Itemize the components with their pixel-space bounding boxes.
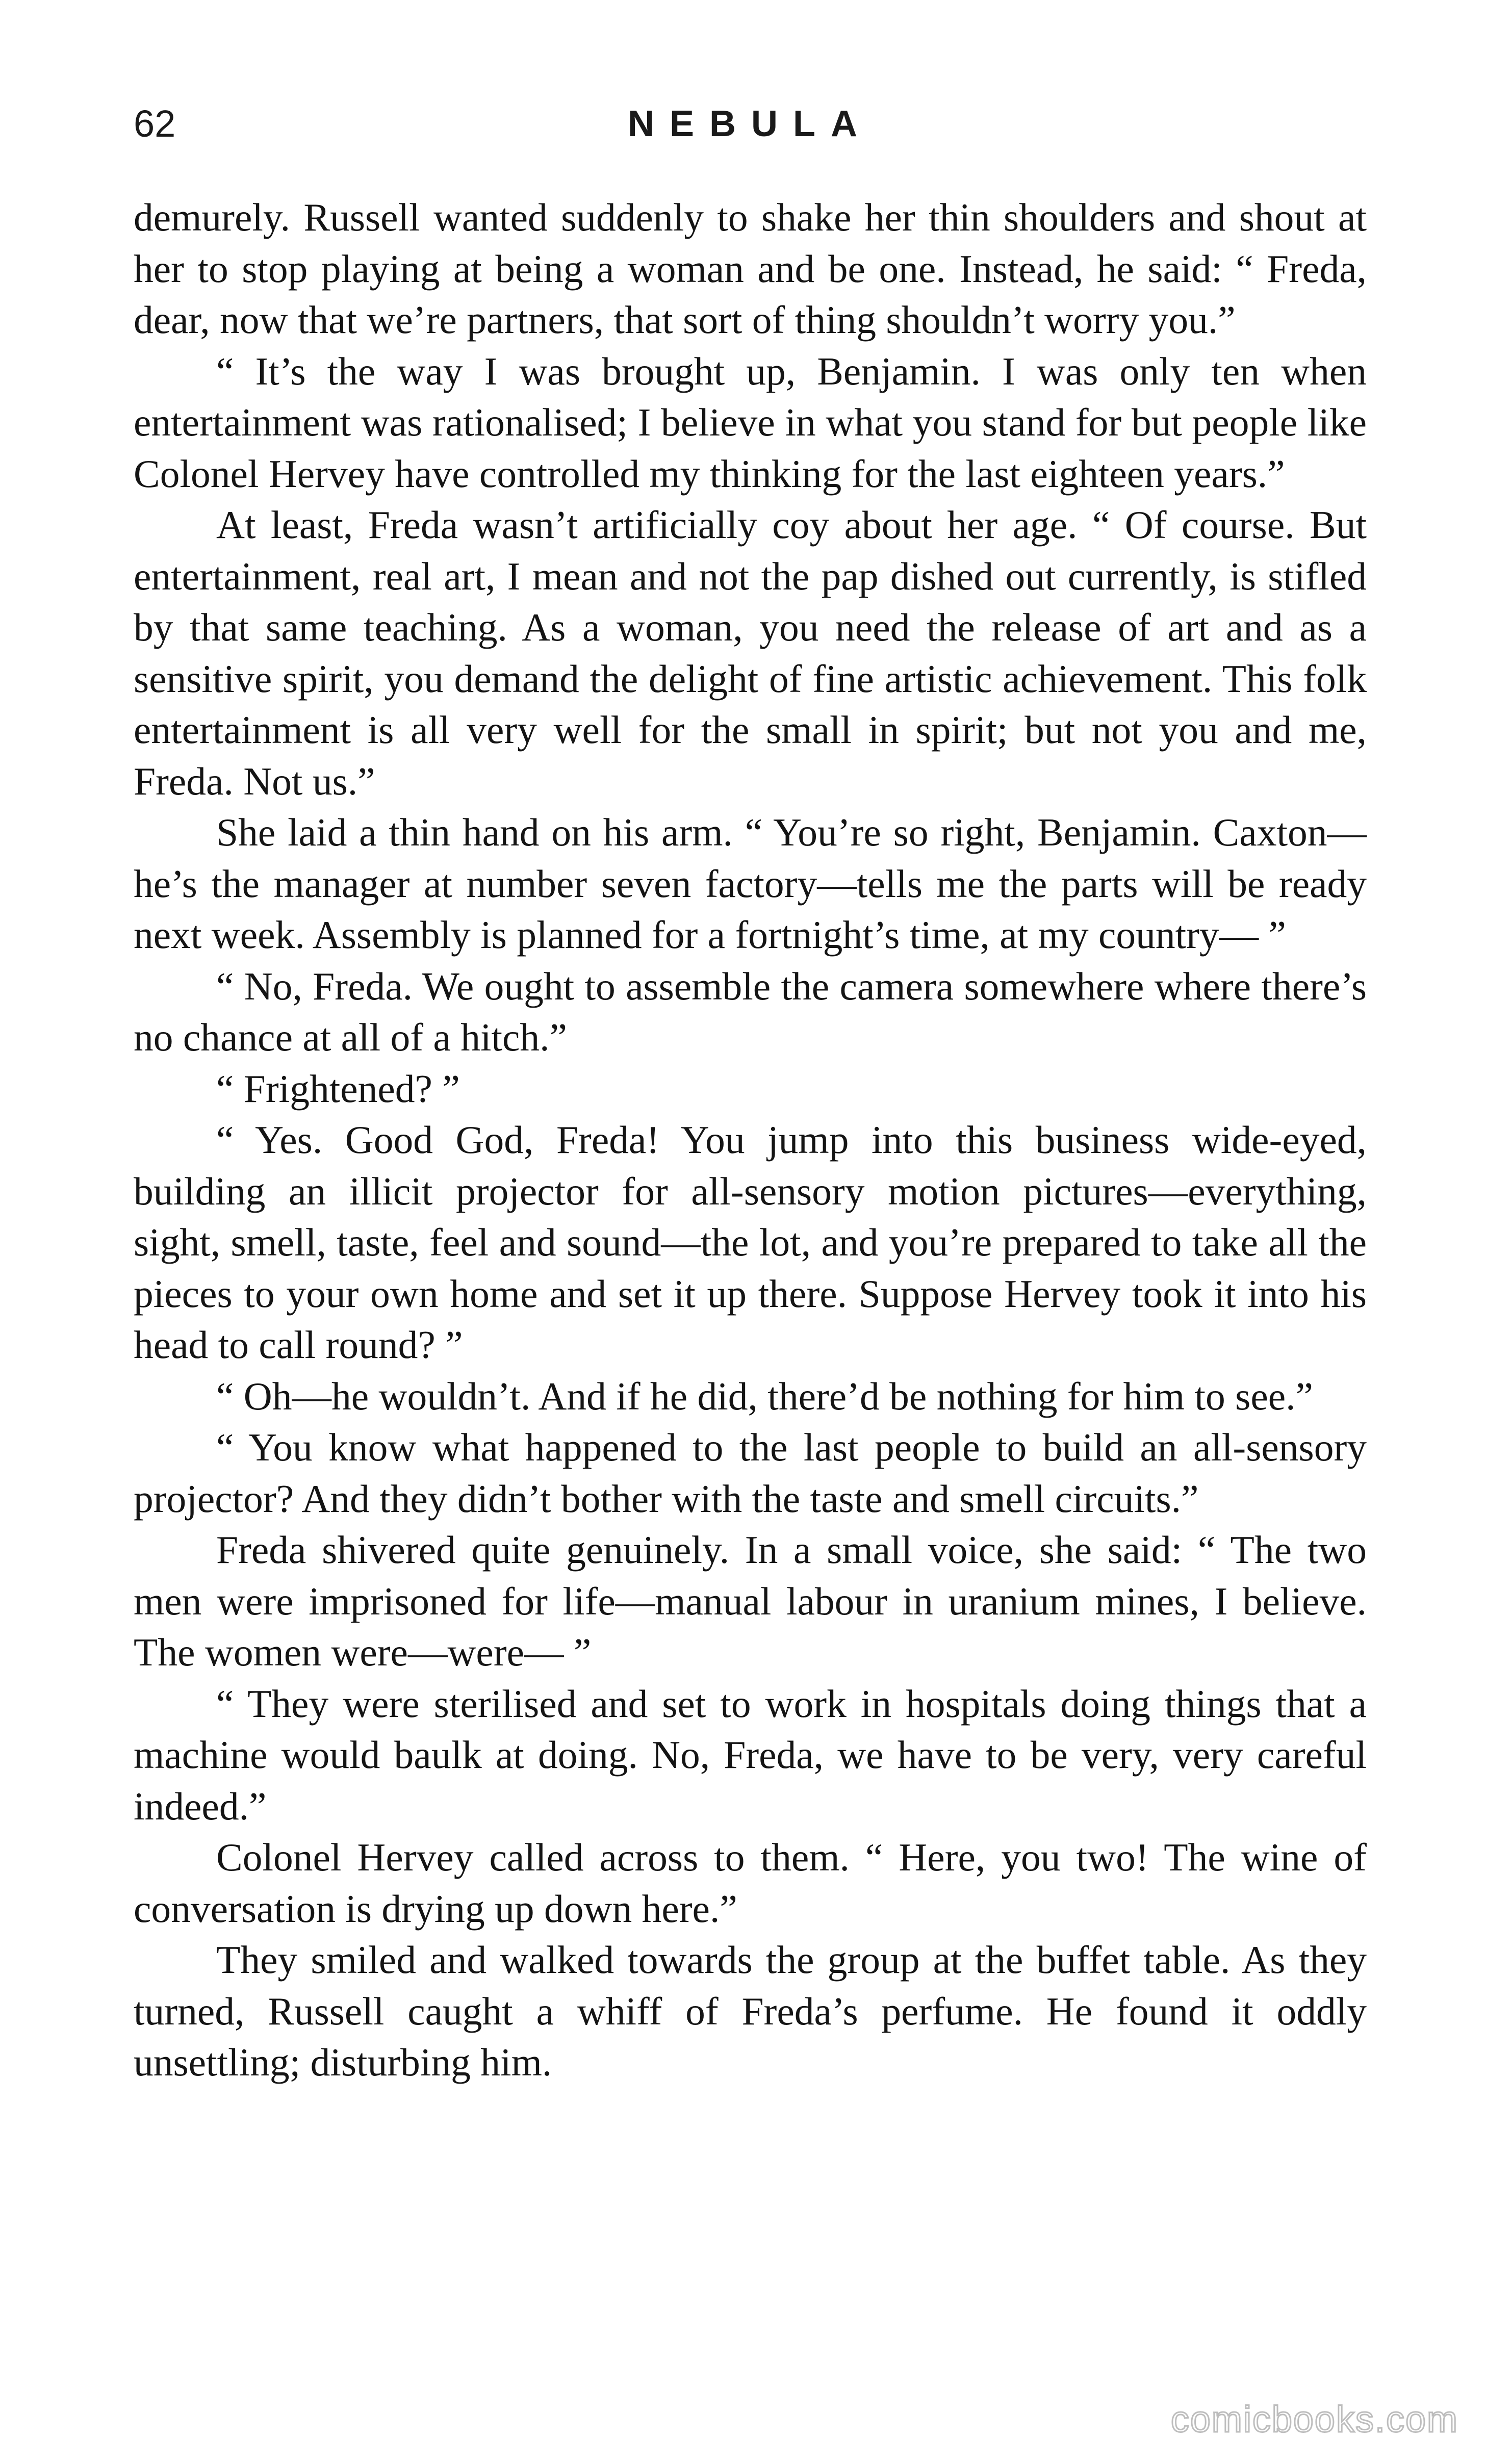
site-watermark: comicbooks.com <box>1170 2399 1458 2440</box>
paragraph: Colonel Hervey called across to them. “ Here, you two! The wine of conversation is drying up down here.” <box>134 1835 1367 1931</box>
paragraph: They smiled and walked towards the group at the buffet table. As they turned, Russell caught a whiff of Freda’s perfume. He found it oddly unsettling; disturbing him. <box>134 1938 1367 2084</box>
paragraph: “ Oh—he wouldn’t. And if he did, there’d be nothing for him to see.” <box>216 1374 1313 1418</box>
paragraph: She laid a thin hand on his arm. “ You’re so right, Benjamin. Caxton—he’s the manager at number seven factory—tells me the parts will be ready next week. Assembly is planned for a fortnight’s time, at my country— ” <box>134 810 1367 957</box>
paragraph: “ It’s the way I was brought up, Benjamin. I was only ten when entertainment was rationalised; I believe in what you stand for but people like Colonel Hervey have controlled my thinking for the last eighteen years.” <box>134 349 1367 496</box>
body-text <box>134 192 1367 2088</box>
page-header <box>134 92 1367 153</box>
paragraph: “ Yes. Good God, Freda! You jump into this business wide-eyed, building an illicit projector for all-sensory motion pictures—everything, sight, smell, taste, feel and sound—the lot, and you’re prepared to take all the pieces to your own home and set it up there. Suppose Hervey took it into his head to call round? ” <box>134 1118 1367 1367</box>
paragraph: Freda shivered quite genuinely. In a small voice, she said: “ The two men were imprisoned for life—manual labour in uranium mines, I believe. The women were—were— ” <box>134 1528 1367 1674</box>
paragraph: “ Frightened? ” <box>216 1066 460 1111</box>
running-head-title: NEBULA <box>628 104 873 144</box>
paragraph: “ No, Freda. We ought to assemble the camera somewhere where there’s no chance at all of a hitch.” <box>134 964 1367 1059</box>
paragraph: “ They were sterilised and set to work in hospitals doing things that a machine would baulk at doing. No, Freda, we have to be very, very careful indeed.” <box>134 1681 1367 1828</box>
page-number: 62 <box>134 102 176 145</box>
paragraph: At least, Freda wasn’t artificially coy about her age. “ Of course. But entertainment, real art, I mean and not the pap dished out currently, is stifled by that same teaching. As a woman, you need the release of art and as a sensitive spirit, you demand the delight of fine artistic achievement. This folk entertainment is all very well for the small in spirit; but not you and me, Freda. Not us.” <box>134 503 1367 803</box>
paragraph-continued: demurely. Russell wanted suddenly to shake her thin shoulders and shout at her to stop playing at being a woman and be one. Instead, he said: “ Freda, dear, now that we’re partners, that sort of thing shouldn’t worry you.” <box>134 195 1367 342</box>
paragraph: “ You know what happened to the last people to build an all-sensory projector? And they didn’t bother with the taste and smell circuits.” <box>134 1425 1367 1521</box>
